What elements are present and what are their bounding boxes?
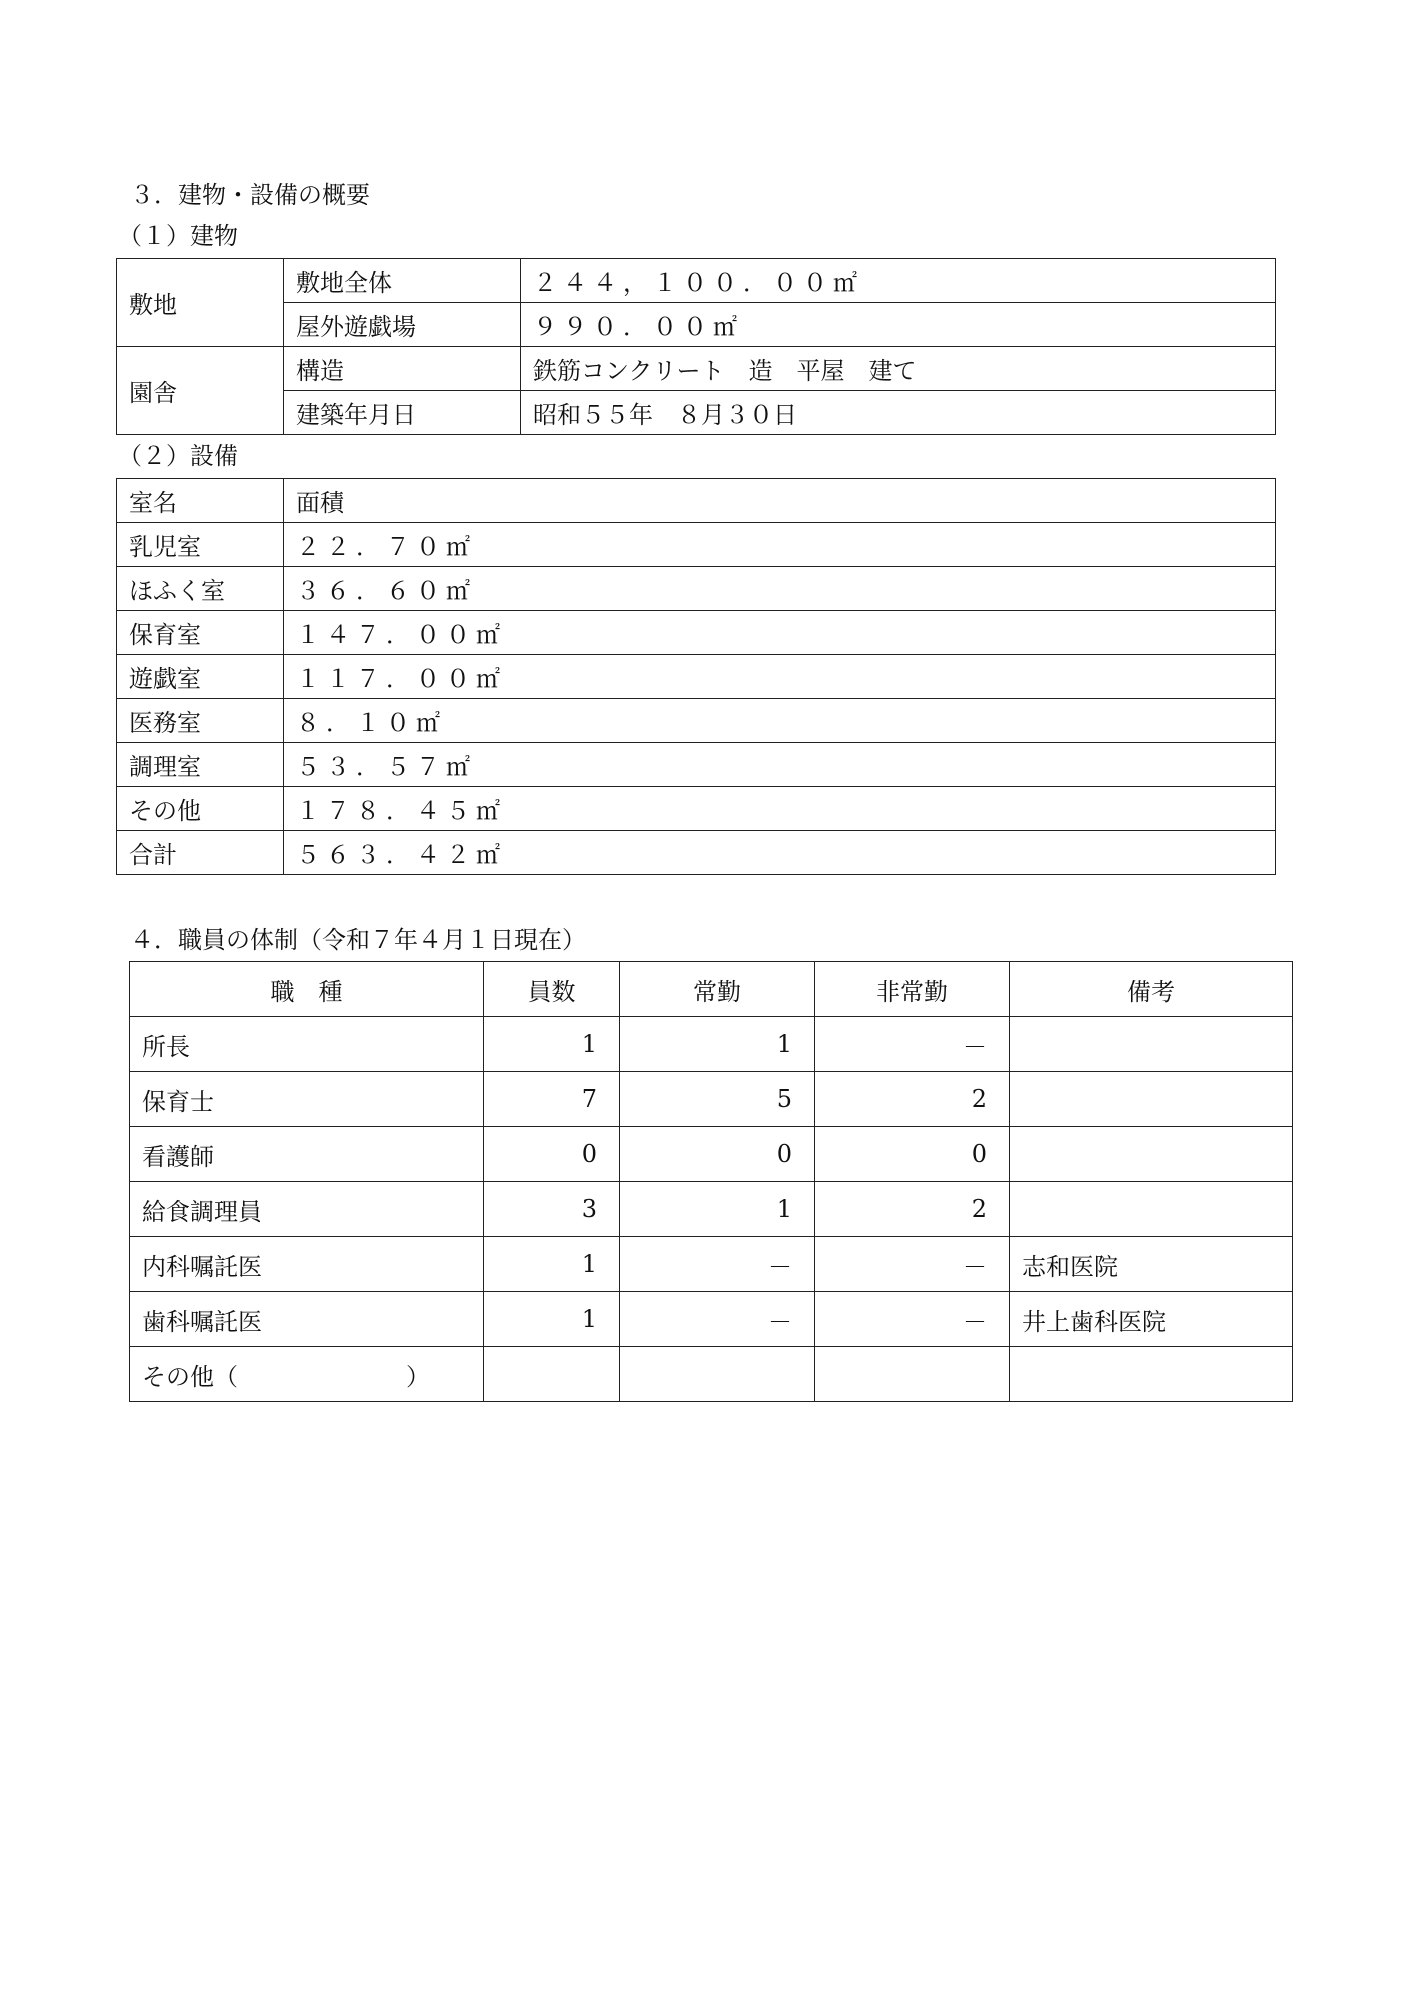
note bbox=[1010, 1017, 1293, 1072]
full-time-count: 0 bbox=[620, 1127, 815, 1182]
table-row bbox=[117, 611, 1276, 655]
job-name: 保育士 bbox=[130, 1072, 484, 1127]
note: 志和医院 bbox=[1010, 1237, 1293, 1292]
room-name: 調理室 bbox=[117, 743, 284, 787]
note bbox=[1010, 1182, 1293, 1237]
table-row bbox=[130, 1127, 1293, 1182]
job-name: 歯科嘱託医 bbox=[130, 1292, 484, 1347]
room-area: ５３．５７㎡ bbox=[284, 743, 1276, 787]
room-area: １４７．００㎡ bbox=[284, 611, 1276, 655]
note: 井上歯科医院 bbox=[1010, 1292, 1293, 1347]
staff-count: 1 bbox=[484, 1292, 620, 1347]
table-row bbox=[117, 699, 1276, 743]
part-time-count: 2 bbox=[815, 1182, 1010, 1237]
full-time-count: 1 bbox=[620, 1182, 815, 1237]
room-area: １１７．００㎡ bbox=[284, 655, 1276, 699]
staff-count: 3 bbox=[484, 1182, 620, 1237]
staff-count: 7 bbox=[484, 1072, 620, 1127]
building-table bbox=[116, 258, 1276, 435]
note bbox=[1010, 1072, 1293, 1127]
note bbox=[1010, 1347, 1293, 1402]
built-label: 建築年月日 bbox=[284, 391, 521, 435]
count-header: 員数 bbox=[484, 962, 620, 1017]
note-header: 備考 bbox=[1010, 962, 1293, 1017]
full-time-count bbox=[620, 1347, 815, 1402]
job-header: 職 種 bbox=[130, 962, 484, 1017]
room-area: ３６．６０㎡ bbox=[284, 567, 1276, 611]
hall-label: 園舎 bbox=[117, 347, 284, 435]
part-time-count: 2 bbox=[815, 1072, 1010, 1127]
structure-value: 鉄筋コンクリート 造 平屋 建て bbox=[521, 347, 1276, 391]
site-total-label: 敷地全体 bbox=[284, 259, 521, 303]
job-name: 看護師 bbox=[130, 1127, 484, 1182]
full-time-count: 5 bbox=[620, 1072, 815, 1127]
table-row bbox=[130, 1237, 1293, 1292]
part-time-count bbox=[815, 1347, 1010, 1402]
table-row bbox=[117, 743, 1276, 787]
table-header-row bbox=[130, 962, 1293, 1017]
job-name: 所長 bbox=[130, 1017, 484, 1072]
table-row bbox=[130, 1292, 1293, 1347]
full-time-count: － bbox=[620, 1237, 815, 1292]
site-total-value: ２４４，１００．００㎡ bbox=[521, 259, 1276, 303]
part-time-count: 0 bbox=[815, 1127, 1010, 1182]
area-header: 面積 bbox=[284, 479, 1276, 523]
staff-count: 0 bbox=[484, 1127, 620, 1182]
full-time-count: － bbox=[620, 1292, 815, 1347]
section3-title: ３．建物・設備の概要 bbox=[130, 181, 370, 209]
staff-count: 1 bbox=[484, 1017, 620, 1072]
table-row bbox=[117, 347, 1276, 391]
staff-count: 1 bbox=[484, 1237, 620, 1292]
room-area: １７８．４５㎡ bbox=[284, 787, 1276, 831]
job-name: 内科嘱託医 bbox=[130, 1237, 484, 1292]
room-name: ほふく室 bbox=[117, 567, 284, 611]
playground-value: ９９０．００㎡ bbox=[521, 303, 1276, 347]
room-name: 保育室 bbox=[117, 611, 284, 655]
table-row bbox=[130, 1072, 1293, 1127]
equipment-title: （２）設備 bbox=[118, 442, 238, 470]
structure-label: 構造 bbox=[284, 347, 521, 391]
table-row bbox=[130, 1182, 1293, 1237]
note bbox=[1010, 1127, 1293, 1182]
table-row bbox=[117, 259, 1276, 303]
building-title: （１）建物 bbox=[118, 222, 238, 250]
table-row bbox=[117, 523, 1276, 567]
table-row bbox=[117, 391, 1276, 435]
room-name: 乳児室 bbox=[117, 523, 284, 567]
room-area: ８．１０㎡ bbox=[284, 699, 1276, 743]
full-time-count: 1 bbox=[620, 1017, 815, 1072]
job-name: 給食調理員 bbox=[130, 1182, 484, 1237]
equipment-table bbox=[116, 478, 1276, 875]
site-label: 敷地 bbox=[117, 259, 284, 347]
built-value: 昭和５５年 ８月３０日 bbox=[521, 391, 1276, 435]
part-time-count: － bbox=[815, 1237, 1010, 1292]
table-row bbox=[117, 787, 1276, 831]
room-name: 合計 bbox=[117, 831, 284, 875]
table-row bbox=[117, 655, 1276, 699]
part-time-count: － bbox=[815, 1017, 1010, 1072]
full-time-header: 常勤 bbox=[620, 962, 815, 1017]
table-row bbox=[130, 1347, 1293, 1402]
table-row bbox=[117, 567, 1276, 611]
room-area: ５６３．４２㎡ bbox=[284, 831, 1276, 875]
room-name: 医務室 bbox=[117, 699, 284, 743]
room-area: ２２．７０㎡ bbox=[284, 523, 1276, 567]
section4-title: ４．職員の体制（令和７年４月１日現在） bbox=[130, 926, 586, 954]
table-header-row bbox=[117, 479, 1276, 523]
room-header: 室名 bbox=[117, 479, 284, 523]
part-time-header: 非常勤 bbox=[815, 962, 1010, 1017]
staff-table bbox=[129, 961, 1293, 1402]
part-time-count: － bbox=[815, 1292, 1010, 1347]
table-row bbox=[117, 303, 1276, 347]
room-name: その他 bbox=[117, 787, 284, 831]
job-name: その他（ ） bbox=[130, 1347, 484, 1402]
table-row bbox=[117, 831, 1276, 875]
room-name: 遊戯室 bbox=[117, 655, 284, 699]
playground-label: 屋外遊戯場 bbox=[284, 303, 521, 347]
table-row bbox=[130, 1017, 1293, 1072]
staff-count bbox=[484, 1347, 620, 1402]
